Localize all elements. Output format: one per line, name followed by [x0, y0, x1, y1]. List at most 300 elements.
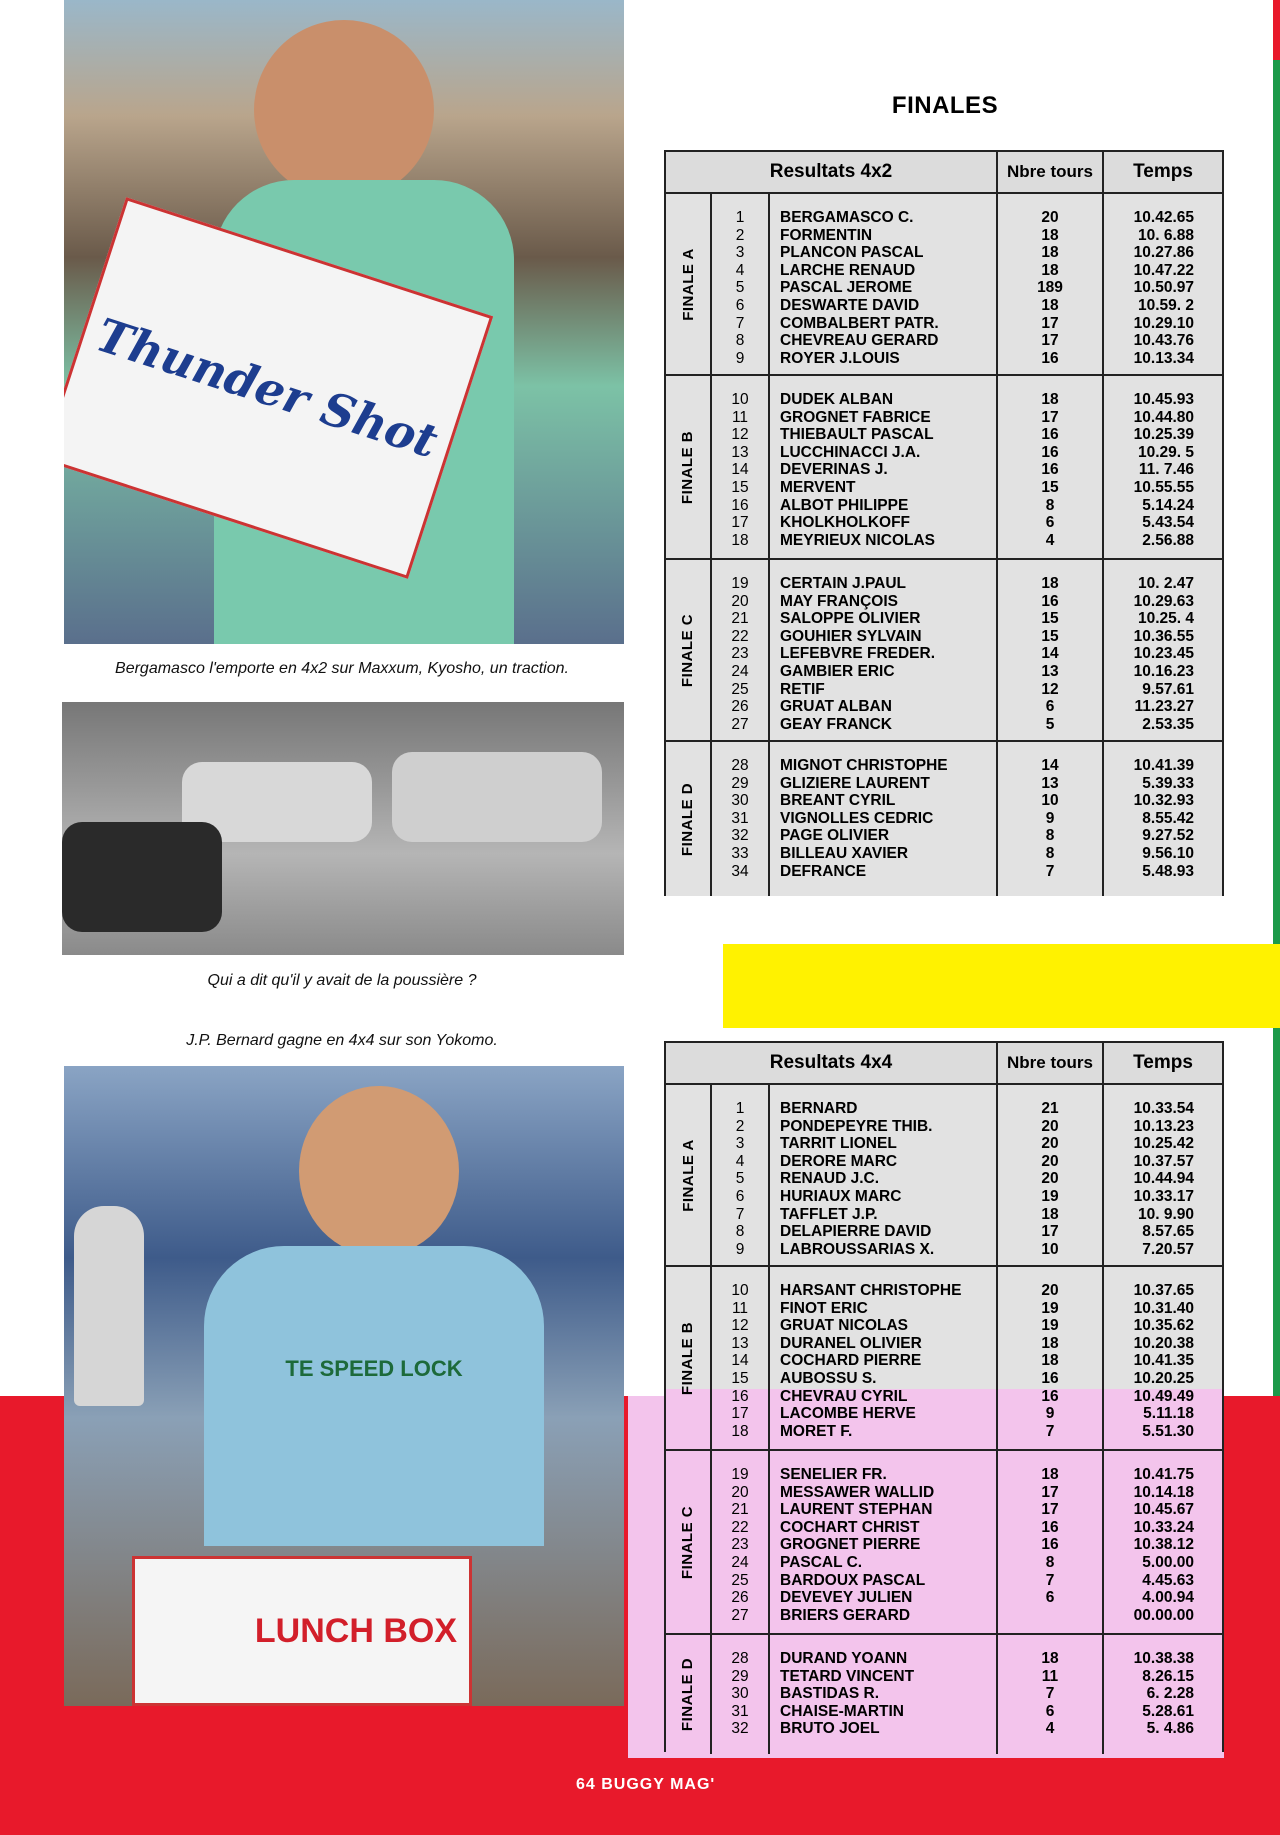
time-cell: 10.59. 2	[1137, 296, 1194, 314]
driver-cell: MEYRIEUX NICOLAS	[780, 531, 936, 549]
rank-cell: 19	[731, 1466, 749, 1483]
laps-cell: 16	[1041, 592, 1059, 610]
driver-cell: FINOT ERIC	[780, 1299, 868, 1317]
buggy-shape	[392, 752, 602, 842]
rank-cell: 1	[735, 1100, 745, 1117]
rank-cell: 22	[731, 1518, 749, 1536]
driver-cell: BILLEAU XAVIER	[780, 844, 909, 862]
photo-dust	[62, 702, 624, 955]
finale-label-text: FINALE B	[679, 430, 697, 504]
time-cell: 10.29.10	[1133, 314, 1194, 332]
laps-cell: 16	[1041, 426, 1059, 444]
driver-cell: FORMENTIN	[780, 226, 873, 244]
rank-cell: 32	[731, 1720, 749, 1738]
rank-cell: 21	[731, 610, 749, 628]
times-column	[1104, 1635, 1222, 1754]
time-cell: 10.25.42	[1133, 1135, 1194, 1153]
time-cell: 9.56.10	[1142, 844, 1194, 862]
rank-cell: 6	[735, 296, 745, 314]
names-column	[770, 1635, 998, 1754]
rank-cell: 3	[735, 244, 745, 262]
laps-cell: 18	[1041, 391, 1059, 408]
finale-group	[666, 742, 1222, 896]
driver-cell: GLIZIERE LAURENT	[780, 774, 930, 792]
laps-cell: 16	[1041, 1387, 1059, 1405]
time-cell: 10.44.80	[1133, 408, 1194, 426]
laps-column	[998, 1451, 1104, 1633]
laps-column	[998, 1635, 1104, 1754]
laps-cell: 17	[1041, 1483, 1059, 1501]
laps-cell: 4	[1045, 1720, 1055, 1738]
time-cell: 5.51.30	[1142, 1422, 1194, 1440]
driver-cell: ROYER J.LOUIS	[780, 349, 900, 367]
rank-cell: 8	[735, 332, 745, 350]
time-cell: 10.41.75	[1133, 1466, 1194, 1483]
time-cell: 10.41.35	[1133, 1352, 1194, 1370]
laps-cell: 18	[1041, 1650, 1059, 1667]
laps-column	[998, 1267, 1104, 1449]
laps-cell: 15	[1041, 627, 1059, 645]
rank-cell: 1	[735, 209, 745, 226]
driver-cell: ALBOT PHILIPPE	[780, 496, 909, 514]
time-cell: 4.45.63	[1142, 1571, 1194, 1589]
finale-label	[666, 1451, 712, 1633]
driver-cell: LAURENT STEPHAN	[780, 1501, 933, 1519]
rank-cell: 18	[731, 531, 749, 549]
driver-cell: MORET F.	[780, 1422, 853, 1440]
rank-cell: 16	[731, 496, 749, 514]
laps-cell: 12	[1041, 680, 1059, 698]
yellow-band	[723, 944, 1280, 1028]
laps-cell: 7	[1045, 1685, 1055, 1703]
times-column	[1104, 1085, 1222, 1265]
driver-cell: DURAND YOANN	[780, 1650, 908, 1667]
time-cell: 10.13.34	[1133, 349, 1194, 367]
nums-column	[712, 560, 770, 740]
laps-cell: 5	[1045, 715, 1055, 733]
driver-cell: CHEVRAU CYRIL	[780, 1387, 908, 1405]
rank-cell: 24	[731, 1553, 749, 1571]
time-cell: 10.43.76	[1133, 332, 1194, 350]
names-column	[770, 560, 998, 740]
driver-cell: CERTAIN J.PAUL	[780, 575, 907, 592]
time-cell: 10.45.93	[1133, 391, 1194, 408]
laps-cell: 17	[1041, 408, 1059, 426]
time-cell: 6. 2.28	[1146, 1685, 1194, 1703]
rank-cell: 32	[731, 827, 749, 845]
laps-cell: 7	[1045, 1571, 1055, 1589]
caption-photo3: J.P. Bernard gagne en 4x4 sur son Yokomo.	[186, 1032, 498, 1049]
time-cell: 10.55.55	[1133, 478, 1194, 496]
time-cell: 10.44.94	[1133, 1170, 1194, 1188]
driver-cell: GROGNET PIERRE	[780, 1536, 921, 1554]
times-column	[1104, 376, 1222, 558]
rank-cell: 17	[731, 514, 749, 532]
finale-label-text: FINALE C	[679, 1505, 697, 1579]
laps-cell: 16	[1041, 1369, 1059, 1387]
time-cell: 2.56.88	[1142, 531, 1194, 549]
laps-cell: 18	[1041, 1334, 1059, 1352]
box-title: LUNCH BOX	[254, 1611, 457, 1650]
rank-cell: 14	[731, 1352, 749, 1370]
nums-column	[712, 742, 770, 896]
driver-cell: HURIAUX MARC	[780, 1187, 902, 1205]
rank-cell: 8	[735, 1223, 745, 1241]
page-heading: FINALES	[891, 92, 999, 119]
times-column	[1104, 742, 1222, 896]
laps-cell: 10	[1041, 1240, 1059, 1258]
rank-cell: 24	[731, 662, 749, 680]
rank-cell: 20	[731, 592, 749, 610]
header-laps: Nbre tours	[998, 152, 1104, 192]
times-column	[1104, 1451, 1222, 1633]
rank-cell: 26	[731, 698, 749, 716]
time-cell: 10.25.39	[1133, 426, 1194, 444]
laps-cell: 20	[1041, 209, 1059, 226]
driver-cell: GAMBIER ERIC	[780, 662, 895, 680]
shirt-print: TE SPEED LOCK	[285, 1356, 463, 1381]
driver-cell: TAFFLET J.P.	[780, 1205, 878, 1223]
time-cell: 10.42.65	[1133, 209, 1194, 226]
driver-cell: RENAUD J.C.	[780, 1170, 880, 1188]
time-cell: 10.13.23	[1133, 1117, 1194, 1135]
time-cell: 10.31.40	[1133, 1299, 1194, 1317]
laps-column	[998, 742, 1104, 896]
photo-winner-4x2	[64, 0, 624, 644]
rank-cell: 26	[731, 1589, 749, 1607]
laps-column	[998, 194, 1104, 374]
laps-cell: 9	[1045, 809, 1055, 827]
rank-cell: 14	[731, 461, 749, 479]
finale-label-text: FINALE C	[679, 613, 697, 687]
time-cell: 10.29.63	[1133, 592, 1194, 610]
driver-cell: COCHART CHRIST	[780, 1518, 920, 1536]
driver-cell: SENELIER FR.	[780, 1466, 887, 1483]
driver-cell: PLANCON PASCAL	[780, 244, 924, 262]
results-table-4x4	[664, 1041, 1224, 1752]
page-footer: 64 BUGGY MAG'	[576, 1776, 716, 1793]
laps-cell: 16	[1041, 443, 1059, 461]
header-title: Resultats 4x4	[666, 1043, 998, 1083]
header-time: Temps	[1133, 1052, 1193, 1073]
rank-cell: 28	[731, 757, 749, 774]
driver-cell: BERNARD	[780, 1100, 858, 1117]
driver-cell: DEVERINAS J.	[780, 461, 888, 479]
laps-cell: 18	[1041, 296, 1059, 314]
laps-cell: 16	[1041, 1518, 1059, 1536]
laps-cell: 20	[1041, 1117, 1059, 1135]
laps-cell: 16	[1041, 1536, 1059, 1554]
driver-cell: PASCAL C.	[780, 1553, 863, 1571]
laps-cell: 8	[1045, 827, 1055, 845]
laps-cell: 16	[1041, 349, 1059, 367]
buggy-shape	[62, 822, 222, 932]
trophy-shape	[74, 1206, 144, 1406]
times-column	[1104, 560, 1222, 740]
time-cell: 10.27.86	[1133, 244, 1194, 262]
finale-group	[666, 376, 1222, 560]
time-cell: 10.38.12	[1133, 1536, 1194, 1554]
laps-cell: 18	[1041, 244, 1059, 262]
time-cell: 7.20.57	[1142, 1240, 1194, 1258]
driver-cell: BASTIDAS R.	[780, 1685, 880, 1703]
box-title: Thunder Shot	[89, 307, 445, 469]
time-cell: 00.00.00	[1133, 1606, 1194, 1624]
person-shape	[254, 20, 434, 200]
rank-cell: 2	[735, 1117, 745, 1135]
finale-group	[666, 1451, 1222, 1635]
rank-cell: 12	[731, 1317, 749, 1335]
time-cell: 10.45.67	[1133, 1501, 1194, 1519]
time-cell: 10.33.54	[1133, 1100, 1194, 1117]
rank-cell: 22	[731, 627, 749, 645]
driver-cell: RETIF	[780, 680, 825, 698]
time-cell: 10.50.97	[1133, 279, 1194, 297]
driver-cell: THIEBAULT PASCAL	[780, 426, 934, 444]
time-cell: 9.27.52	[1142, 827, 1194, 845]
time-cell: 10. 6.88	[1137, 226, 1194, 244]
driver-cell: COMBALBERT PATR.	[780, 314, 939, 332]
time-cell: 4.00.94	[1142, 1589, 1194, 1607]
time-cell: 10.32.93	[1133, 792, 1194, 810]
time-cell: 5.11.18	[1143, 1405, 1194, 1423]
driver-cell: LABROUSSARIAS X.	[780, 1240, 935, 1258]
rank-cell: 10	[731, 1282, 749, 1299]
time-cell: 10.49.49	[1133, 1387, 1194, 1405]
photo-winner-4x4	[64, 1066, 624, 1706]
time-cell: 11.23.27	[1134, 698, 1194, 716]
driver-cell: LEFEBVRE FREDER.	[780, 645, 936, 663]
time-cell: 10.16.23	[1133, 662, 1194, 680]
header-laps: Nbre tours	[998, 1043, 1104, 1083]
driver-cell: MAY FRANÇOIS	[780, 592, 898, 610]
laps-cell: 14	[1041, 757, 1059, 774]
laps-cell: 17	[1041, 1501, 1059, 1519]
finale-group	[666, 1085, 1222, 1267]
laps-cell: 17	[1041, 314, 1059, 332]
laps-cell: 20	[1041, 1170, 1059, 1188]
rank-cell: 13	[731, 443, 749, 461]
laps-cell: 15	[1041, 478, 1059, 496]
rank-cell: 6	[735, 1187, 745, 1205]
rank-cell: 4	[735, 261, 745, 279]
time-cell: 5.14.24	[1142, 496, 1194, 514]
names-column	[770, 1451, 998, 1633]
laps-cell: 20	[1041, 1152, 1059, 1170]
laps-cell: 17	[1041, 332, 1059, 350]
driver-cell: COCHARD PIERRE	[780, 1352, 922, 1370]
nums-column	[712, 1635, 770, 1754]
rank-cell: 7	[735, 314, 745, 332]
rank-cell: 18	[731, 1422, 749, 1440]
time-cell: 10. 9.90	[1137, 1205, 1194, 1223]
rank-cell: 9	[735, 1240, 745, 1258]
nums-column	[712, 1085, 770, 1265]
time-cell: 10.25. 4	[1137, 610, 1194, 628]
driver-cell: LARCHE RENAUD	[780, 261, 916, 279]
driver-cell: HARSANT CHRISTOPHE	[780, 1282, 962, 1299]
laps-cell: 6	[1045, 1702, 1055, 1720]
driver-cell: AUBOSSU S.	[780, 1369, 877, 1387]
rank-cell: 30	[731, 792, 749, 810]
rank-cell: 3	[735, 1135, 745, 1153]
rank-cell: 4	[735, 1152, 745, 1170]
caption-photo2: Qui a dit qu'il y avait de la poussière ?	[207, 972, 477, 989]
rank-cell: 16	[731, 1387, 749, 1405]
results-table-4x2	[664, 150, 1224, 896]
driver-cell: DEFRANCE	[780, 862, 867, 880]
rank-cell: 7	[735, 1205, 745, 1223]
laps-cell: 20	[1041, 1282, 1059, 1299]
laps-cell: 7	[1045, 1422, 1055, 1440]
driver-cell: GOUHIER SYLVAIN	[780, 627, 922, 645]
driver-cell: DEVEVEY JULIEN	[780, 1589, 913, 1607]
rank-cell: 27	[731, 715, 749, 733]
nums-column	[712, 1267, 770, 1449]
time-cell: 5. 4.86	[1146, 1720, 1194, 1738]
time-cell: 10.41.39	[1133, 757, 1194, 774]
driver-cell: PASCAL JEROME	[780, 279, 913, 297]
laps-cell: 8	[1045, 1553, 1055, 1571]
rank-cell: 17	[731, 1405, 749, 1423]
driver-cell: PAGE OLIVIER	[780, 827, 890, 845]
laps-cell: 19	[1041, 1299, 1059, 1317]
time-cell: 5.48.93	[1142, 862, 1194, 880]
driver-cell: DELAPIERRE DAVID	[780, 1223, 932, 1241]
rank-cell: 21	[731, 1501, 749, 1519]
driver-cell: BREANT CYRIL	[780, 792, 896, 810]
laps-cell: 7	[1045, 862, 1055, 880]
nums-column	[712, 376, 770, 558]
laps-cell: 13	[1041, 774, 1059, 792]
rank-cell: 15	[731, 1369, 749, 1387]
finale-label	[666, 1267, 712, 1449]
names-column	[770, 1267, 998, 1449]
finale-group	[666, 1267, 1222, 1451]
time-cell: 5.43.54	[1142, 514, 1194, 532]
driver-cell: BARDOUX PASCAL	[780, 1571, 926, 1589]
driver-cell: MERVENT	[780, 478, 856, 496]
rank-cell: 31	[731, 809, 749, 827]
rank-cell: 19	[731, 575, 749, 592]
names-column	[770, 742, 998, 896]
finale-label	[666, 1085, 712, 1265]
rank-cell: 9	[735, 349, 745, 367]
rank-cell: 30	[731, 1685, 749, 1703]
caption-photo1: Bergamasco l'emporte en 4x2 sur Maxxum, Kyosho, un traction.	[115, 660, 569, 677]
table-header	[666, 152, 1222, 194]
green-edge-strip	[1273, 0, 1280, 1396]
time-cell: 8.57.65	[1142, 1223, 1194, 1241]
driver-cell: LACOMBE HERVE	[780, 1405, 916, 1423]
laps-column	[998, 1085, 1104, 1265]
time-cell: 10.23.45	[1133, 645, 1194, 663]
product-box	[132, 1556, 472, 1706]
laps-cell: 10	[1041, 792, 1059, 810]
driver-cell: MESSAWER WALLID	[780, 1483, 935, 1501]
rank-cell: 11	[731, 408, 749, 426]
time-cell: 10.33.17	[1133, 1187, 1194, 1205]
time-cell: 10.20.38	[1133, 1334, 1194, 1352]
finale-label-text: FINALE D	[679, 782, 697, 856]
finale-label	[666, 376, 712, 558]
rank-cell: 5	[735, 279, 745, 297]
laps-cell: 18	[1041, 1466, 1059, 1483]
rank-cell: 25	[731, 680, 749, 698]
driver-cell: BERGAMASCO C.	[780, 209, 914, 226]
rank-cell: 13	[731, 1334, 749, 1352]
nums-column	[712, 1451, 770, 1633]
driver-cell: BRUTO JOEL	[780, 1720, 880, 1738]
driver-cell: DERORE MARC	[780, 1152, 898, 1170]
laps-cell: 20	[1041, 1135, 1059, 1153]
nums-column	[712, 194, 770, 374]
laps-cell: 15	[1041, 610, 1059, 628]
time-cell: 11. 7.46	[1138, 461, 1194, 479]
finale-label-text: FINALE A	[679, 1138, 697, 1212]
rank-cell: 33	[731, 844, 749, 862]
laps-cell: 9	[1045, 1405, 1055, 1423]
time-cell: 10.36.55	[1133, 627, 1194, 645]
rank-cell: 25	[731, 1571, 749, 1589]
driver-cell: VIGNOLLES CEDRIC	[780, 809, 934, 827]
laps-cell	[998, 1607, 1102, 1625]
driver-cell: GRUAT ALBAN	[780, 698, 892, 716]
rank-cell: 11	[731, 1299, 749, 1317]
laps-cell: 11	[1041, 1667, 1059, 1685]
time-cell: 10.20.25	[1133, 1369, 1194, 1387]
shirt-shape	[204, 1246, 544, 1546]
finale-group	[666, 1635, 1222, 1754]
driver-cell: GRUAT NICOLAS	[780, 1317, 909, 1335]
driver-cell: SALOPPE OLIVIER	[780, 610, 921, 628]
names-column	[770, 376, 998, 558]
laps-cell: 14	[1041, 645, 1059, 663]
laps-cell: 21	[1041, 1100, 1059, 1117]
laps-cell: 19	[1041, 1187, 1059, 1205]
driver-cell: DESWARTE DAVID	[780, 296, 920, 314]
driver-cell: DUDEK ALBAN	[780, 391, 894, 408]
rank-cell: 31	[731, 1702, 749, 1720]
header-time: Temps	[1133, 161, 1193, 182]
time-cell: 8.55.42	[1142, 809, 1194, 827]
rank-cell: 29	[731, 1667, 749, 1685]
driver-cell: CHEVREAU GERARD	[780, 332, 939, 350]
laps-cell: 4	[1045, 531, 1055, 549]
times-column	[1104, 194, 1222, 374]
finale-label-text: FINALE A	[679, 247, 697, 321]
time-cell: 8.26.15	[1142, 1667, 1194, 1685]
driver-cell: TETARD VINCENT	[780, 1667, 915, 1685]
driver-cell: MIGNOT CHRISTOPHE	[780, 757, 948, 774]
driver-cell: TARRIT LIONEL	[780, 1135, 897, 1153]
rank-cell: 23	[731, 1536, 749, 1554]
rank-cell: 2	[735, 226, 745, 244]
table-header	[666, 1043, 1222, 1085]
times-column	[1104, 1267, 1222, 1449]
rank-cell: 27	[731, 1606, 749, 1624]
finale-group	[666, 194, 1222, 376]
time-cell: 10.29. 5	[1137, 443, 1194, 461]
time-cell: 5.00.00	[1142, 1553, 1194, 1571]
finale-label-text: FINALE D	[679, 1657, 697, 1732]
laps-cell: 18	[1041, 261, 1059, 279]
laps-cell: 18	[1041, 1205, 1059, 1223]
rank-cell: 34	[731, 862, 749, 880]
finale-label	[666, 194, 712, 374]
laps-cell: 6	[1045, 1589, 1055, 1607]
laps-cell: 6	[1045, 698, 1055, 716]
